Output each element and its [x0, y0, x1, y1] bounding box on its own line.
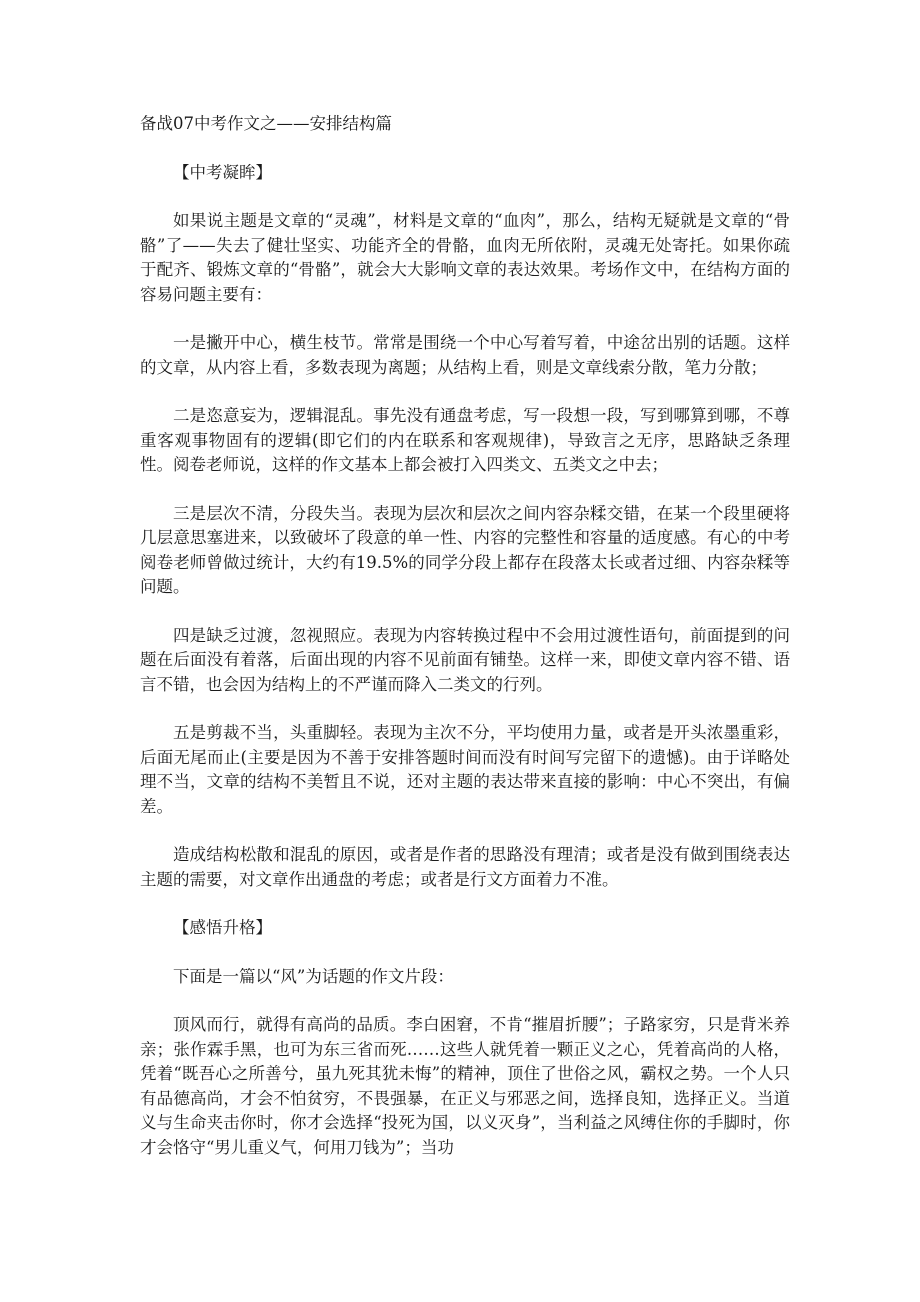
section-heading-zhongkao-ningmou: 【中考凝眸】 [173, 162, 272, 182]
paragraph-problem-2: 二是恣意妄为，逻辑混乱。事先没有通盘考虑，写一段想一段，写到哪算到哪，不尊重客观事物固有的逻辑(即它们的内在联系和客观规律)，导致言之无序，思路缺乏条理性。阅卷老师说，这样的作文基本上都会被打入四类文、五类文之中去； [140, 406, 790, 474]
document-body [140, 112, 790, 1184]
paragraph-problem-1: 一是撇开中心，横生枝节。常常是围绕一个中心写着写着，中途岔出别的话题。这样的文章，从内容上看，多数表现为离题；从结构上看，则是文章线索分散，笔力分散； [140, 333, 790, 377]
section-heading-ganwu-shengge: 【感悟升格】 [173, 918, 272, 937]
paragraph-intro: 如果说主题是文章的“灵魂”，材料是文章的“血肉”，那么，结构无疑就是文章的“骨骼”了——失去了健壮坚实、功能齐全的骨骼，血肉无所依附，灵魂无处寄托。如果你疏于配齐、锻炼文章的“骨骼”，就会大大影响文章的表达效果。考场作文中，在结构方面的容易问题主要有： [140, 211, 790, 304]
paragraph-problem-5: 五是剪裁不当，头重脚轻。表现为主次不分，平均使用力量，或者是开头浓墨重彩，后面无尾而止(主要是因为不善于安排答题时间而没有时间写完留下的遗憾)。由于详略处理不当，文章的结构不美暂且不说，还对主题的表达带来直接的影响：中心不突出，有偏差。 [140, 723, 790, 816]
paragraph-problem-3: 三是层次不清，分段失当。表现为层次和层次之间内容杂糅交错，在某一个段里硬将几层意思塞进来，以致破坏了段意的单一性、内容的完整性和容量的适度感。有心的中考阅卷老师曾做过统计，大约有19.5%的同学分段上都存在段落太长或者过细、内容杂糅等问题。 [140, 503, 790, 596]
paragraph-example-text: 顶风而行，就得有高尚的品质。李白困窘，不肯“摧眉折腰”；子路家穷，只是背米养亲；张作霖手黑，也可为东三省而死……这些人就凭着一颗正义之心，凭着高尚的人格，凭着“既吾心之所善兮，虽九死其犹未悔”的精神，顶住了世俗之风，霸权之势。一个人只有品德高尚，才会不怕贫穷，不畏强暴，在正义与邪恶之间，选择良知，选择正义。当道义与生命夹击你时，你才会选择“投死为国，以义灭身”，当利益之风缚住你的手脚时，你才会恪守“男儿重义气，何用刀钱为”；当功 [140, 1015, 790, 1157]
paragraph-example-intro: 下面是一篇以“风”为话题的作文片段： [173, 966, 454, 986]
paragraph-causes: 造成结构松散和混乱的原因，或者是作者的思路没有理清；或者是没有做到围绕表达主题的需要，对文章作出通盘的考虑；或者是行文方面着力不准。 [140, 845, 790, 889]
document-title: 备战07中考作文之——安排结构篇 [140, 114, 392, 133]
paragraph-problem-4: 四是缺乏过渡，忽视照应。表现为内容转换过程中不会用过渡性语句，前面提到的问题在后面没有着落，后面出现的内容不见前面有铺垫。这样一来，即使文章内容不错、语言不错，也会因为结构上的不严谨而降入二类文的行列。 [140, 625, 790, 694]
